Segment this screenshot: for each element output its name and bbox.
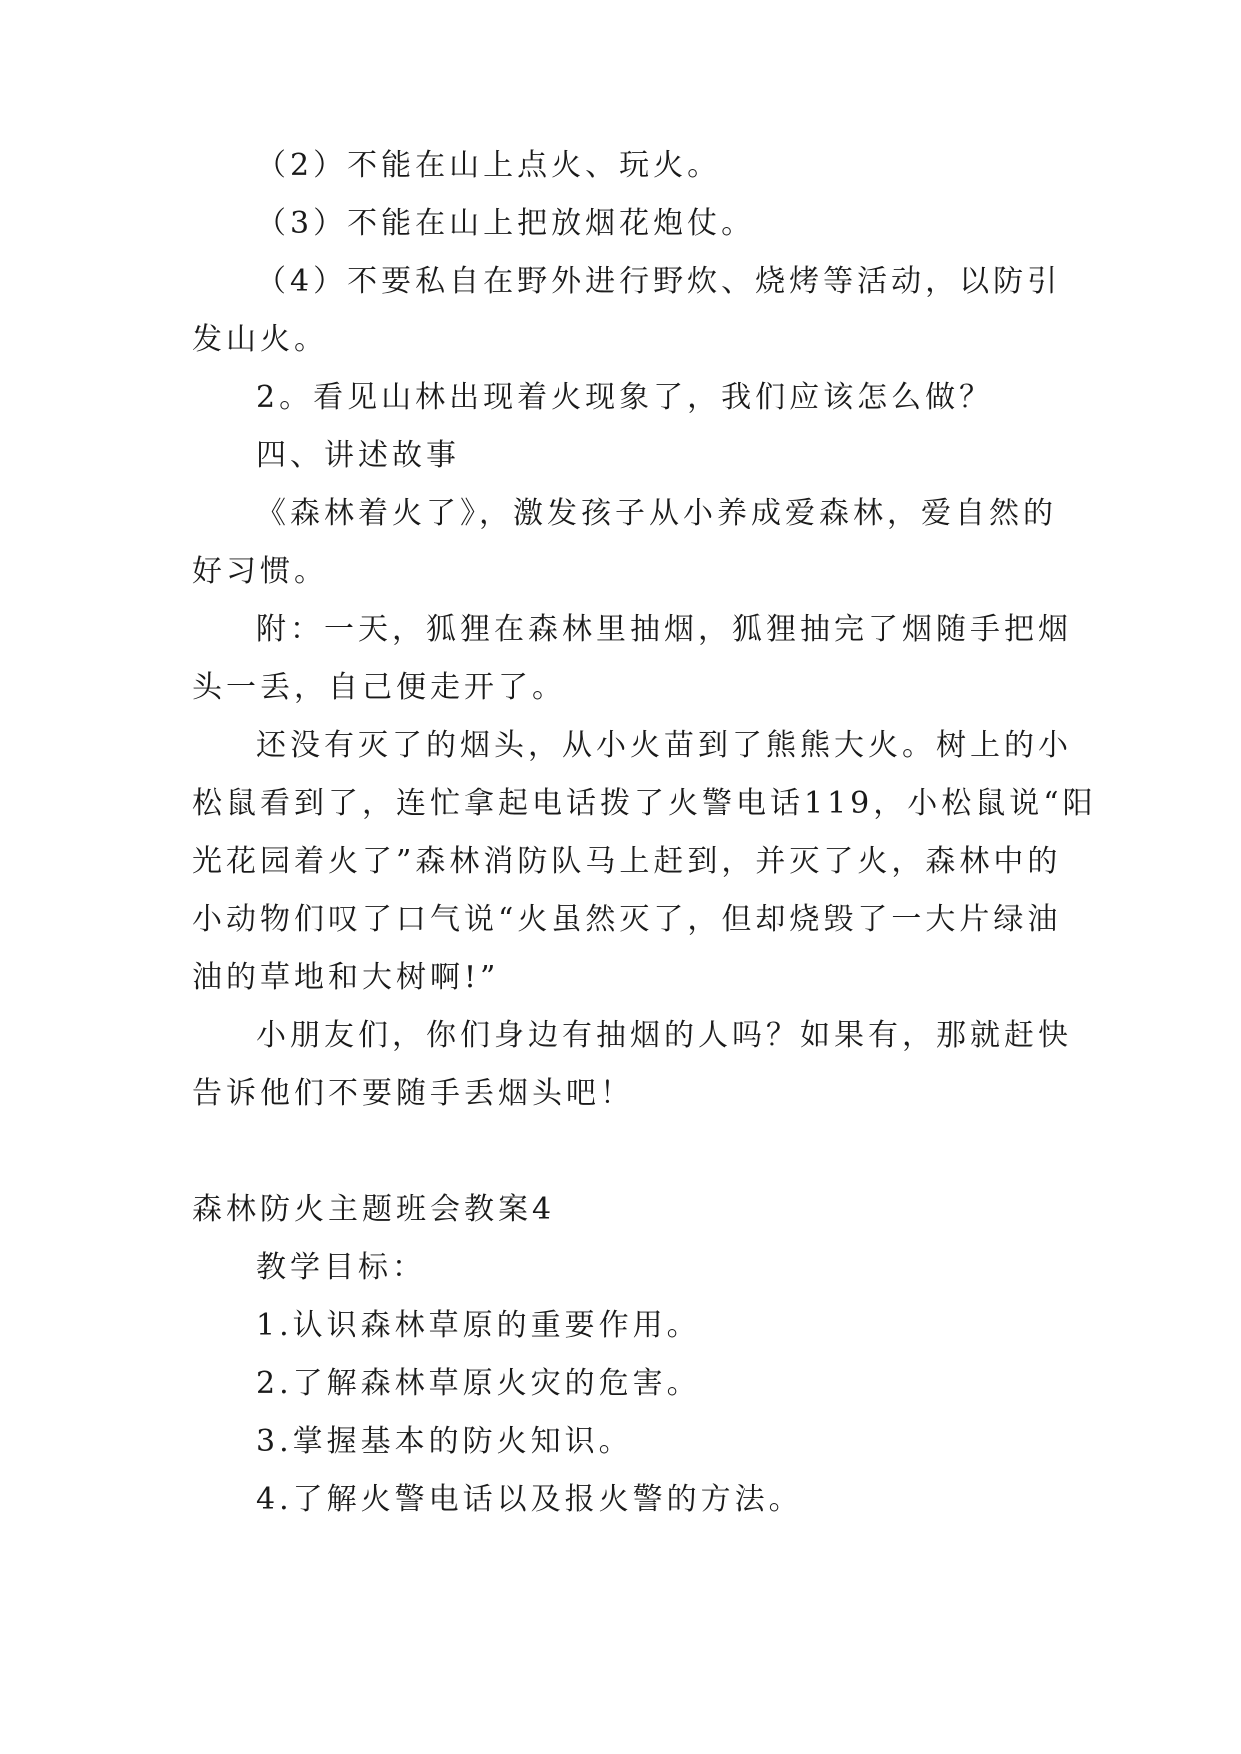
list-item (192, 253, 1062, 311)
text-line: 好习惯。 (192, 554, 328, 589)
story-paragraph-continuation (192, 1065, 1052, 1123)
goals-label (192, 1239, 1052, 1297)
text-line: （4）不要私自在野外进行野炊、烧烤等活动，以防引 (256, 264, 1062, 299)
section-heading (192, 427, 1052, 485)
list-item-continuation (192, 311, 1052, 369)
text-line: （2）不能在山上点火、玩火。 (256, 148, 722, 183)
list-item (192, 137, 1052, 195)
text-line: 教学目标： (256, 1250, 426, 1285)
story-intro-continuation (192, 543, 1052, 601)
text-line: （3）不能在山上把放烟花炮仗。 (256, 206, 756, 241)
blank-line (192, 1123, 1052, 1181)
document-body (192, 137, 1097, 1529)
text-line: 四、讲述故事 (256, 438, 460, 473)
list-item (192, 1413, 1052, 1471)
text-line: 森林防火主题班会教案4 (192, 1192, 556, 1227)
document-heading (192, 1181, 1052, 1239)
story-paragraph (192, 601, 1072, 659)
text-line: 3.掌握基本的防火知识。 (256, 1424, 633, 1459)
text-line: 《森林着火了》，激发孩子从小养成爱森林，爱自然的 (256, 496, 1057, 531)
story-paragraph-continuation (192, 775, 1097, 1007)
story-paragraph (192, 717, 1072, 775)
question (192, 369, 1052, 427)
text-line: 附：一天，狐狸在森林里抽烟，狐狸抽完了烟随手把烟 (256, 612, 1072, 647)
text-line: 小动物们叹了口气说“火虽然灭了，但却烧毁了一大片绿油 (192, 902, 1062, 937)
text-line: 光花园着火了”森林消防队马上赶到，并灭了火，森林中的 (192, 844, 1062, 879)
text-line: 小朋友们，你们身边有抽烟的人吗？如果有，那就赶快 (256, 1018, 1072, 1053)
list-item (192, 1355, 1052, 1413)
story-intro-paragraph (192, 485, 1057, 543)
story-paragraph (192, 1007, 1072, 1065)
text-line: 2.了解森林草原火灾的危害。 (256, 1366, 701, 1401)
text-line: 发山火。 (192, 322, 328, 357)
text-line: 1.认识森林草原的重要作用。 (256, 1308, 701, 1343)
story-paragraph-continuation (192, 659, 1052, 717)
text-line: 2。看见山林出现着火现象了，我们应该怎么做？ (256, 380, 994, 415)
text-line: 4.了解火警电话以及报火警的方法。 (256, 1482, 803, 1517)
text-line: 告诉他们不要随手丢烟头吧！ (192, 1076, 634, 1111)
list-item (192, 195, 1052, 253)
text-line: 油的草地和大树啊!” (192, 960, 500, 995)
list-item (192, 1471, 1052, 1529)
text-line: 还没有灭了的烟头，从小火苗到了熊熊大火。树上的小 (256, 728, 1072, 763)
list-item (192, 1297, 1052, 1355)
text-line: 松鼠看到了，连忙拿起电话拨了火警电话119，小松鼠说“阳 (192, 786, 1097, 821)
text-line: 头一丢，自己便走开了。 (192, 670, 566, 705)
